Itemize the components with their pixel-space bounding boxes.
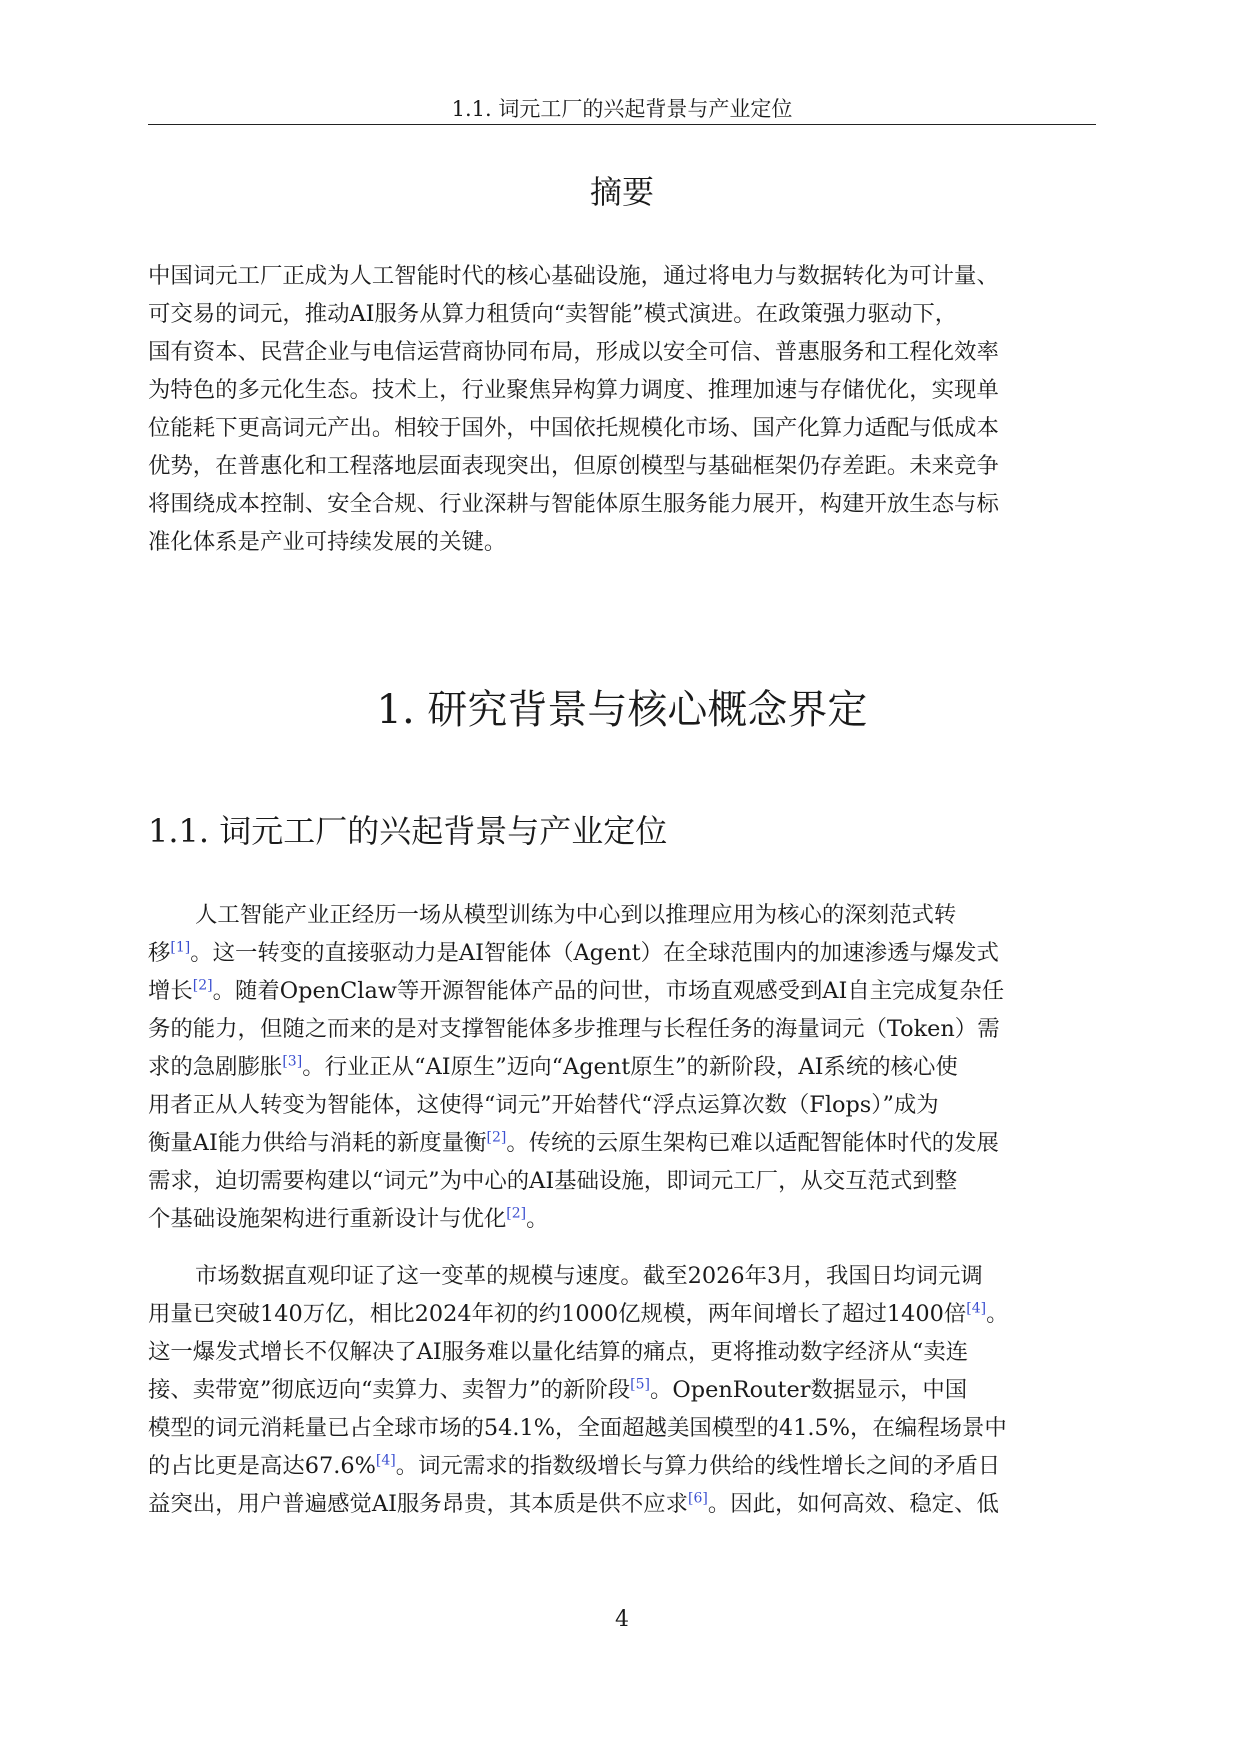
running-head: 1.1. 词元工厂的兴起背景与产业定位 [451, 97, 793, 121]
abstract-line: 中国词元工厂正成为人工智能时代的核心基础设施，通过将电力与数据转化为可计量、 [148, 263, 999, 289]
paragraph-line: 求的急剧膨胀[3]。行业正从“AI原生”迈向“Agent原生”的新阶段，AI系统的核心使 [148, 1053, 958, 1080]
abstract-line: 将围绕成本控制、安全合规、行业深耕与智能体原生服务能力展开，构建开放生态与标 [148, 491, 999, 517]
abstract-line: 位能耗下更高词元产出。相较于国外，中国依托规模化市场、国产化算力适配与低成本 [148, 415, 999, 441]
paragraph-line: 这一爆发式增长不仅解决了AI服务难以量化结算的痛点，更将推动数字经济从“卖连 [148, 1339, 969, 1365]
citation-link[interactable]: [2] [506, 1205, 527, 1222]
paragraph-line: 用者正从人转变为智能体，这使得“词元”开始替代“浮点运算次数（Flops）”成为 [148, 1092, 939, 1118]
paragraph-line: 务的能力，但随之而来的是对支撑智能体多步推理与长程任务的海量词元（Token）需 [148, 1016, 1000, 1042]
paragraph-line: 市场数据直观印证了这一变革的规模与速度。截至2026年3月，我国日均词元调 [195, 1263, 983, 1289]
citation-link[interactable]: [2] [192, 977, 213, 994]
paragraph-line: 需求，迫切需要构建以“词元”为中心的AI基础设施，即词元工厂，从交互范式到整 [148, 1168, 958, 1194]
header-rule [148, 124, 1096, 125]
paragraph-line: 接、卖带宽”彻底迈向“卖算力、卖智力”的新阶段[5]。OpenRouter数据显示，中国 [148, 1376, 968, 1403]
abstract-line: 为特色的多元化生态。技术上，行业聚焦异构算力调度、推理加速与存储优化，实现单 [148, 377, 999, 403]
abstract-line: 国有资本、民营企业与电信运营商协同布局，形成以安全可信、普惠服务和工程化效率 [148, 339, 999, 365]
paragraph-line: 用量已突破140万亿，相比2024年初的约1000亿规模，两年间增长了超过1400倍[4]。 [148, 1300, 1009, 1327]
chapter-title: 1. 研究背景与核心概念界定 [376, 687, 868, 733]
abstract-line: 准化体系是产业可持续发展的关键。 [148, 529, 507, 555]
page-number: 4 [615, 1607, 629, 1632]
paragraph-line: 人工智能产业正经历一场从模型训练为中心到以推理应用为核心的深刻范式转 [195, 902, 957, 928]
citation-link[interactable]: [2] [486, 1129, 507, 1146]
citation-link[interactable]: [4] [375, 1452, 396, 1469]
citation-link[interactable]: [3] [282, 1053, 303, 1070]
abstract-title: 摘要 [589, 173, 654, 211]
paragraph-line: 的占比更是高达67.6%[4]。词元需求的指数级增长与算力供给的线性增长之间的矛盾日 [148, 1452, 1001, 1479]
paragraph-line: 模型的词元消耗量已占全球市场的54.1%，全面超越美国模型的41.5%，在编程场景中 [148, 1415, 1007, 1441]
paragraph-line: 移[1]。这一转变的直接驱动力是AI智能体（Agent）在全球范围内的加速渗透与爆发式 [148, 939, 999, 966]
citation-link[interactable]: [4] [966, 1300, 987, 1317]
paragraph-line: 衡量AI能力供给与消耗的新度量衡[2]。传统的云原生架构已难以适配智能体时代的发展 [148, 1129, 999, 1156]
section-title: 1.1. 词元工厂的兴起背景与产业定位 [148, 812, 668, 850]
citation-link[interactable]: [6] [688, 1490, 708, 1507]
abstract-line: 优势，在普惠化和工程落地层面表现突出，但原创模型与基础框架仍存差距。未来竞争 [148, 453, 999, 479]
paragraph-line: 益突出，用户普遍感觉AI服务昂贵，其本质是供不应求[6]。因此，如何高效、稳定、低 [148, 1490, 999, 1517]
citation-link[interactable]: [5] [630, 1376, 650, 1393]
paragraph-line: 增长[2]。随着OpenClaw等开源智能体产品的问世，市场直观感受到AI自主完成复杂任 [148, 977, 1005, 1004]
citation-link[interactable]: [1] [170, 939, 191, 956]
abstract-line: 可交易的词元，推动AI服务从算力租赁向“卖智能”模式演进。在政策强力驱动下， [148, 301, 958, 327]
paragraph-line: 个基础设施架构进行重新设计与优化[2]。 [148, 1205, 549, 1232]
